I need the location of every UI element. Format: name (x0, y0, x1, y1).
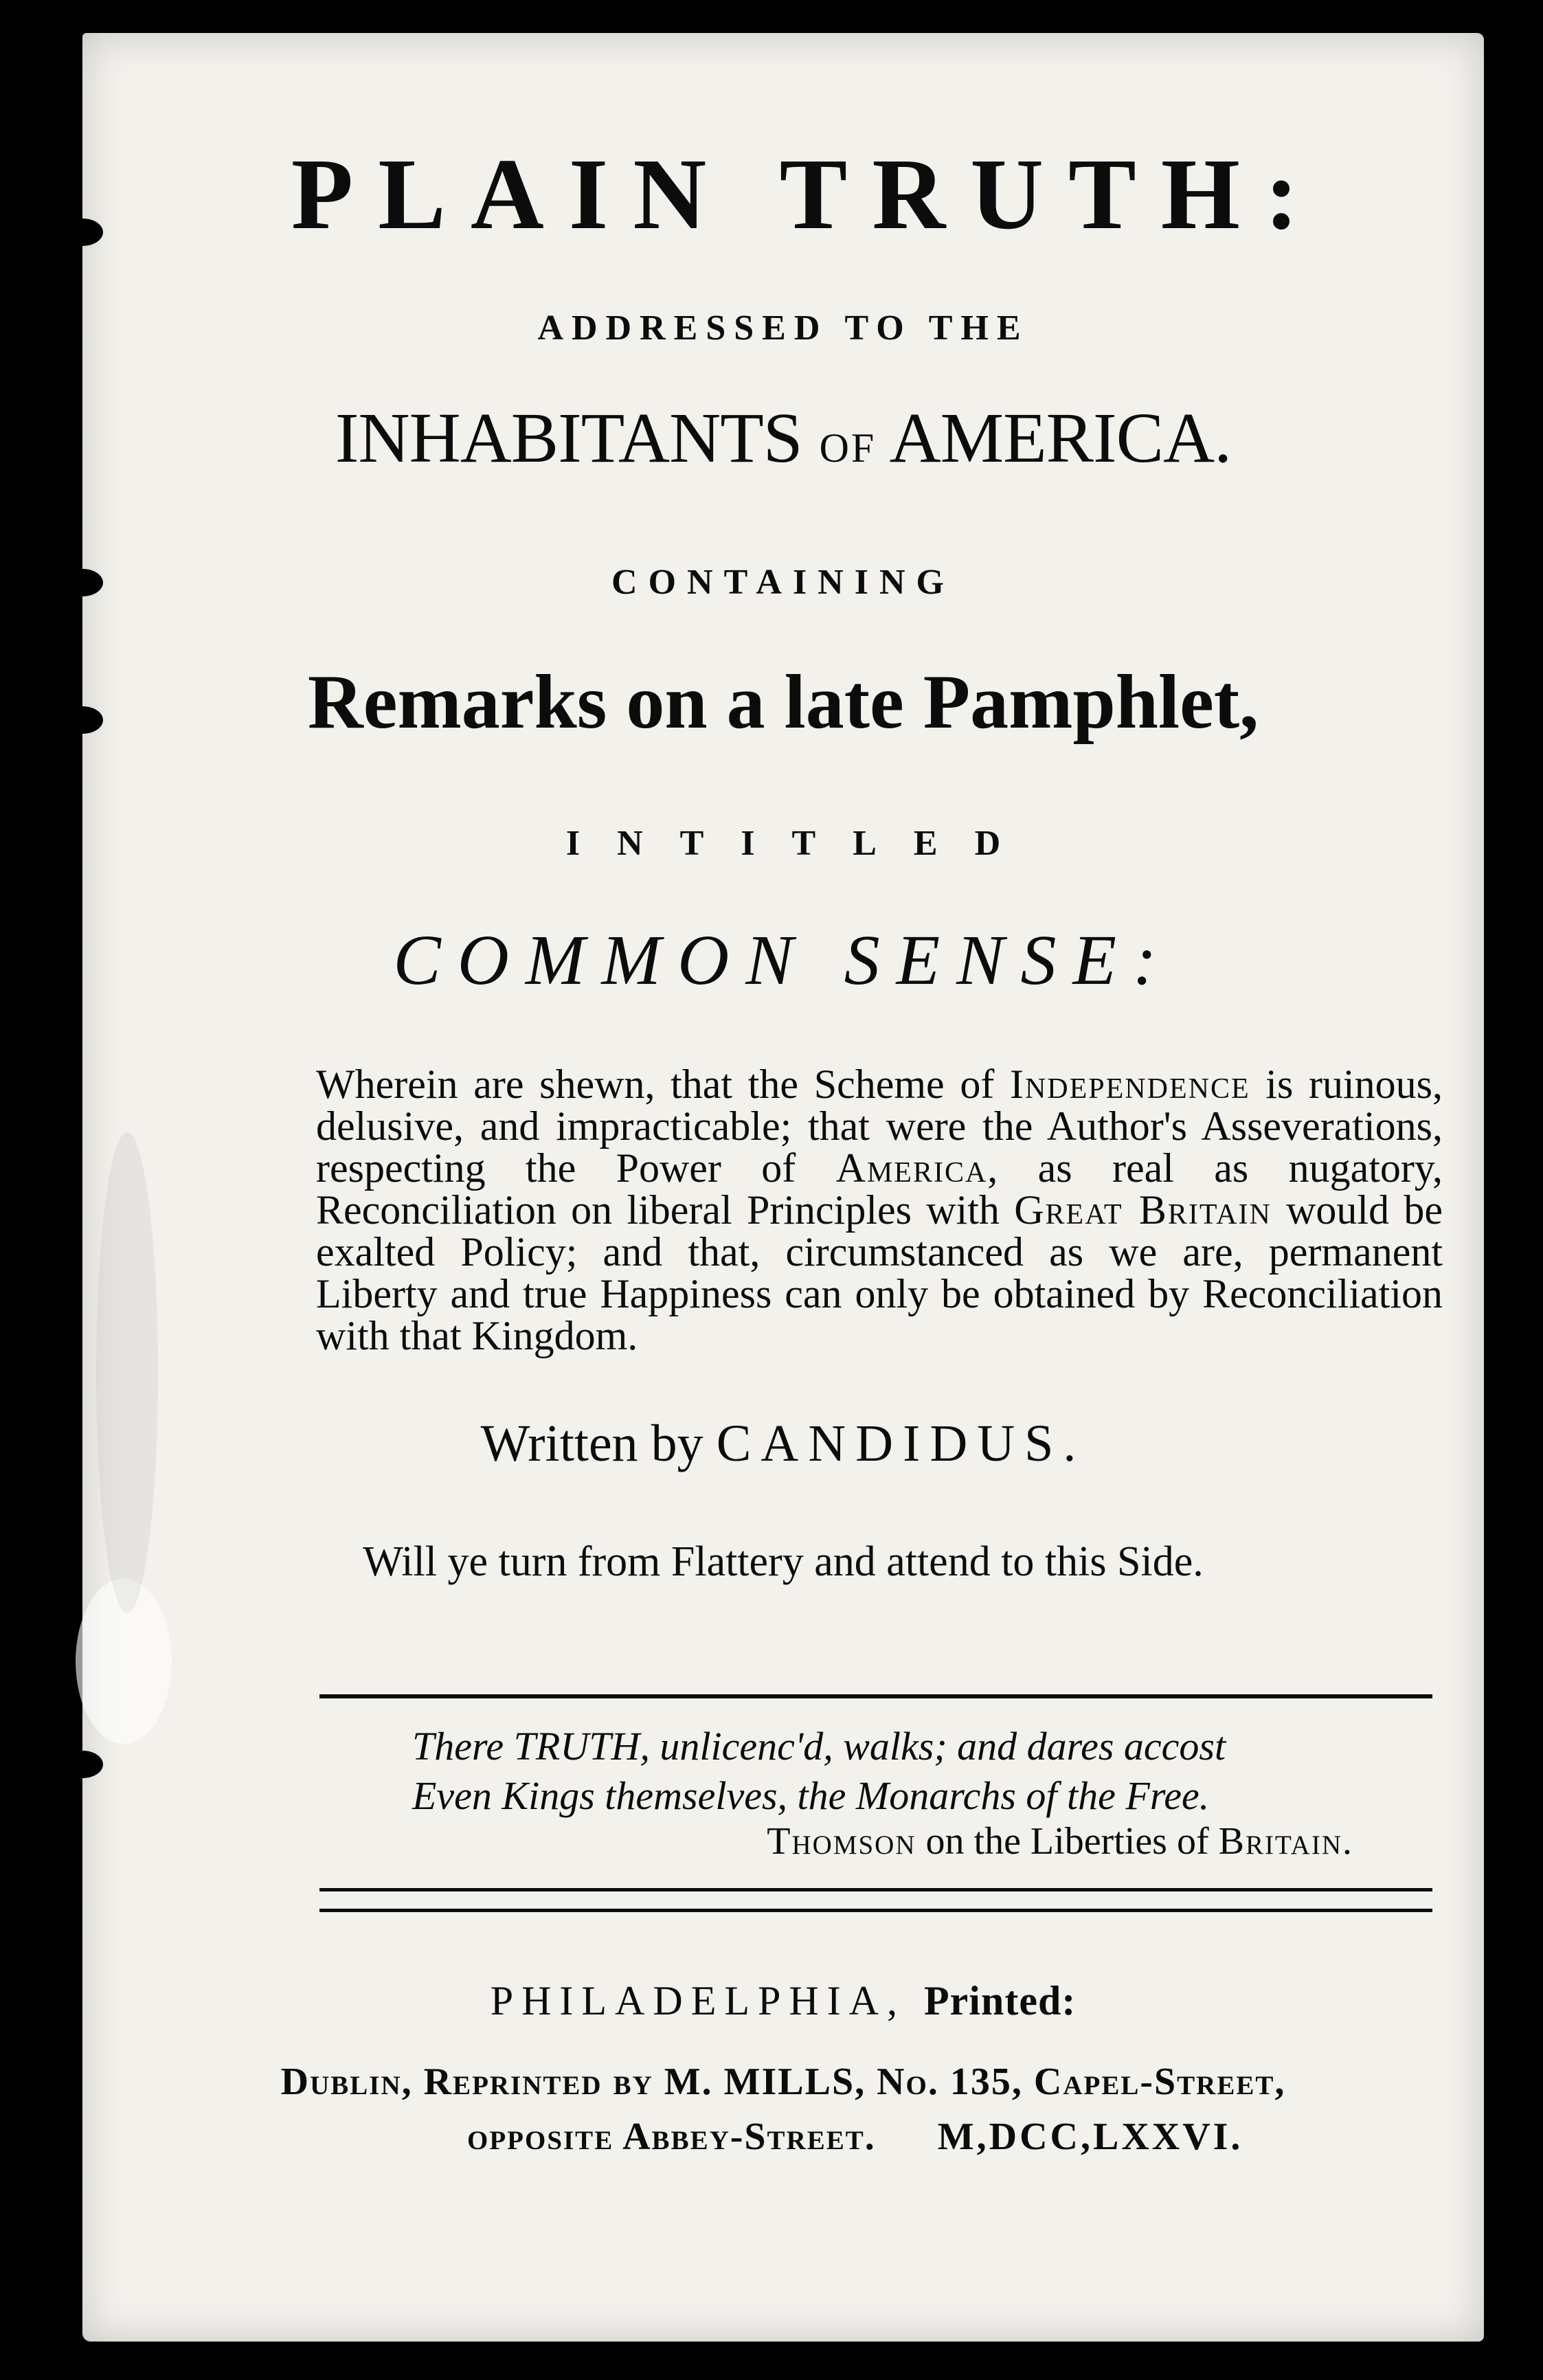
author-name: CANDIDUS. (716, 1415, 1086, 1472)
epigraph-line-2: Even Kings themselves, the Monarchs of the Free. (412, 1773, 1210, 1818)
imprint-place (82, 1977, 1484, 2025)
independence-word: Independence (1009, 1062, 1250, 1107)
common-sense-title: COMMON SENSE: (393, 921, 1173, 1000)
imprint-line-1: Dublin, Reprinted by M. MILLS, No. 135, Capel-Street, (280, 2061, 1286, 2103)
place-name: PHILADELPHIA, (490, 1978, 925, 2023)
america-word: AMERICA. (889, 398, 1232, 478)
page-title: PLAIN TRUTH: (291, 138, 1324, 251)
imprint-address: opposite Abbey-Street. (467, 2115, 876, 2158)
description-paragraph (316, 1064, 1443, 1357)
binding-hole (62, 1751, 103, 1778)
description-text: is ruinous, delusive, and impracticable; that were the Author's Asseverations, respecting the Power of (316, 1062, 1443, 1191)
great-britain-word: Great Britain (1014, 1187, 1272, 1233)
written-by-text: Written by (480, 1415, 717, 1472)
printed-word: Printed: (924, 1978, 1077, 2023)
imprint-line-2 (467, 2115, 1243, 2159)
inhabitants-word: INHABITANTS (335, 398, 802, 478)
remarks-line: Remarks on a late Pamphlet, (307, 660, 1259, 745)
description-text: , as real as nugatory, Reconciliation on liberal Principles with (316, 1145, 1443, 1233)
title-page (82, 33, 1484, 2342)
inhabitants-line (82, 397, 1484, 479)
addressed-line: ADDRESSED TO THE (537, 308, 1029, 348)
epigraph-attribution (767, 1819, 1353, 1863)
attribution-name: Thomson (767, 1820, 916, 1863)
author-line (82, 1414, 1484, 1474)
containing-line: CONTAINING (611, 563, 955, 602)
attribution-place: Britain. (1218, 1820, 1353, 1863)
description-text: would be exalted Policy; and that, circumstanced as we are, permanent Liberty and true Happiness can only be obtained by Reconciliation with that Kingdom. (316, 1187, 1443, 1358)
divider-rule (319, 1694, 1432, 1698)
intitled-line: INTITLED (565, 824, 1038, 863)
description-text: Wherein are shewn, that the Scheme of (316, 1062, 1010, 1107)
divider-rule (319, 1909, 1432, 1912)
divider-rule (319, 1888, 1432, 1891)
america-word: America (835, 1145, 988, 1191)
attribution-text: on the Liberties of (916, 1820, 1219, 1863)
motto-line: Will ye turn from Flattery and attend to this Side. (363, 1538, 1204, 1585)
imprint-date: M,DCC,LXXVI. (937, 2115, 1243, 2158)
of-word: OF (819, 425, 877, 471)
epigraph-line-1: There TRUTH, unlicenc'd, walks; and dares accost (412, 1724, 1226, 1769)
